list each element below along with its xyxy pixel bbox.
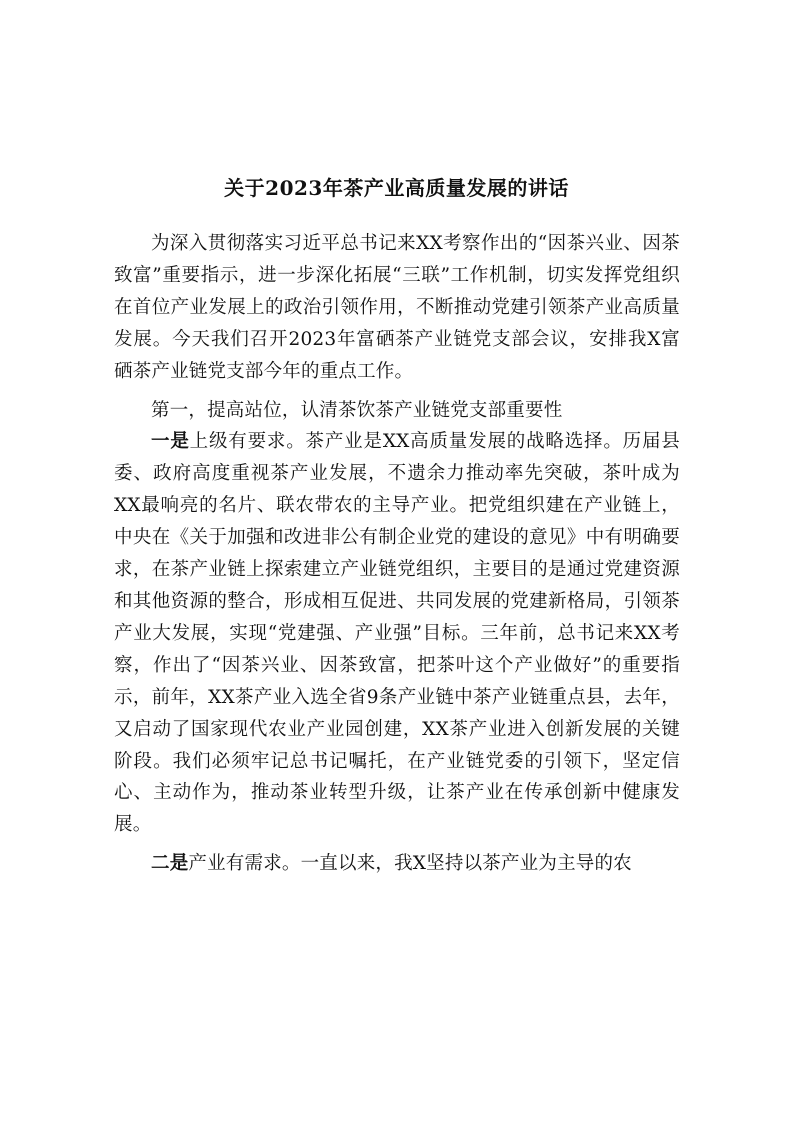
section-heading-first [114,395,680,427]
document-body [114,228,680,880]
paragraph-text: 第一，提高站位，认清茶饮茶产业链党支部重要性 [151,399,563,421]
paragraph-text: 产业有需求。一直以来，我X坚持以茶产业为主导的农 [188,853,632,875]
paragraph-point-one [114,426,680,841]
paragraph-point-two [114,848,680,880]
paragraph-intro [114,228,680,388]
paragraph-lead: 二是 [151,853,189,875]
document-title: 关于2023年茶产业高质量发展的讲话 [224,176,569,200]
paragraph-text: 上级有要求。茶产业是XX高质量发展的战略选择。历届县委、政府高度重视茶产业发展，不遗余力推动率先突破，茶叶成为XX最响亮的名片、联农带农的主导产业。把党组织建在产业链上，中央在《关于加强和改进非公有制企业党的建设的意见》中有明确要求，在茶产业链上探索建立产业链党组织，主要目的是通过党建资源和其他资源的整合，形成相互促进、共同发展的党建新格局，引领茶产业大发展，实现“党建强、产业强”目标。三年前，总书记来XX考察，作出了“因茶兴业、因茶致富，把茶叶这个产业做好”的重要指示，前年，XX茶产业入选全省9条产业链中茶产业链重点县，去年，又启动了国家现代农业产业园创建，XX茶产业进入创新发展的关键阶段。我们必须牢记总书记嘱托，在产业链党委的引领下，坚定信心、主动作为，推动茶业转型升级，让茶产业在传承创新中健康发展。 [114,431,680,836]
paragraph-text: 为深入贯彻落实习近平总书记来XX考察作出的“因茶兴业、因茶致富”重要指示，进一步深化拓展“三联”工作机制，切实发挥党组织在首位产业发展上的政治引领作用，不断推动党建引领茶产业高质量发展。今天我们召开2023年富硒茶产业链党支部会议，安排我X富硒茶产业链党支部今年的重点工作。 [114,233,680,382]
paragraph-lead: 一是 [151,431,190,453]
